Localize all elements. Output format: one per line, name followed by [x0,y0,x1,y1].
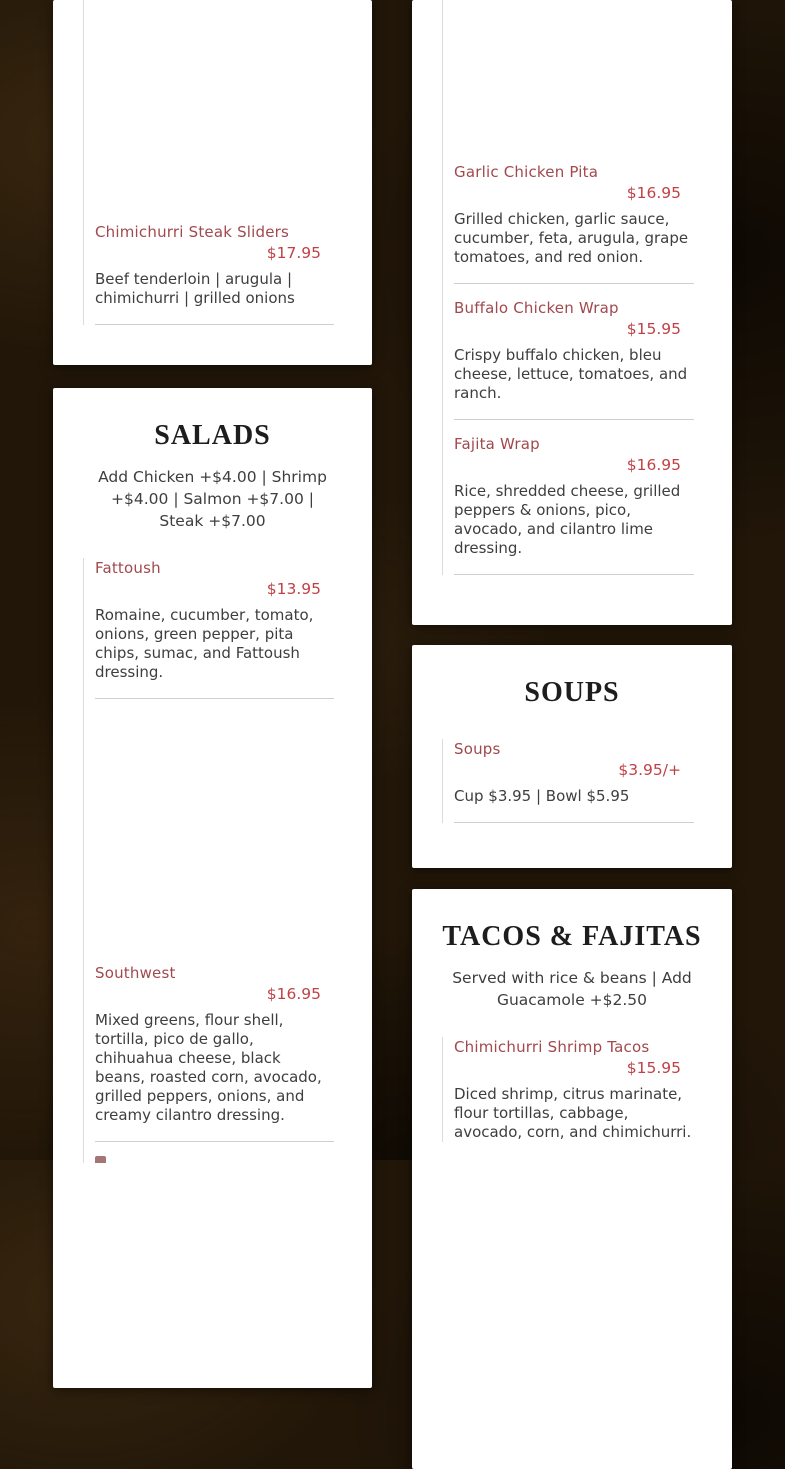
item-price: $16.95 [626,184,681,202]
section-subtitle: Add Chicken +$4.00 | Shrimp +$4.00 | Salmon +$7.00 | Steak +$7.00 [98,468,327,530]
item-price: $3.95/+ [618,761,681,779]
menu-item [95,713,334,1142]
menu-items-list [83,0,334,325]
item-divider [454,419,694,420]
item-description: Rice, shredded cheese, grilled peppers & onions, pico, avocado, and cilantro lime dressing. [454,482,681,557]
menu-card-sliders [53,0,372,365]
item-name-link[interactable]: Garlic Chicken Pita [454,163,599,181]
menu-items-list [442,1037,694,1142]
menu-items-list [442,739,694,823]
menu-card-soups [412,645,732,868]
item-divider [454,283,694,284]
item-name-link[interactable]: Soups [454,740,501,758]
menu-card-salads [53,388,372,1388]
item-divider [454,574,694,575]
item-image-placeholder [454,0,694,162]
item-description: Mixed greens, flour shell, tortilla, pico de gallo, chihuahua cheese, black beans, roasted corn, avocado, grilled peppers, onions, and creamy cilantro dressing. [95,1011,322,1124]
item-name-link[interactable]: Chimichurri Shrimp Tacos [454,1038,650,1056]
item-name-link[interactable]: Fajita Wrap [454,435,540,453]
item-name-link[interactable]: Southwest [95,964,176,982]
item-description: Crispy buffalo chicken, bleu cheese, lettuce, tomatoes, and ranch. [454,346,688,402]
menu-item [454,1037,694,1142]
item-price: $16.95 [626,456,681,474]
item-price: $15.95 [626,320,681,338]
menu-card-tacos-fajitas [412,889,732,1469]
item-divider [454,822,694,823]
item-description: Diced shrimp, citrus marinate, flour tortillas, cabbage, avocado, corn, and chimichurri. [454,1085,692,1141]
menu-item [95,558,334,699]
item-price: $17.95 [266,244,321,262]
item-description: Beef tenderloin | arugula | chimichurri | grilled onions [95,270,295,307]
section-title: SOUPS [524,677,620,708]
item-name-link[interactable]: Buffalo Chicken Wrap [454,299,619,317]
menu-column-right [412,0,732,1160]
menu-item [454,739,694,823]
menu-items-list [83,558,334,1163]
item-divider [95,324,334,325]
item-price: $15.95 [626,1059,681,1077]
item-description: Cup $3.95 | Bowl $5.95 [454,787,630,805]
item-image-placeholder [95,0,334,222]
menu-item [454,434,694,575]
item-name-link[interactable]: Fattoush [95,559,161,577]
section-title: TACOS & FAJITAS [442,921,702,952]
menu-column-left [53,0,372,1160]
item-image-placeholder [95,713,334,963]
item-divider [95,698,334,699]
item-price: $16.95 [266,985,321,1003]
item-price: $13.95 [266,580,321,598]
menu-items-list [442,0,694,575]
section-subtitle: Served with rice & beans | Add Guacamole +$2.50 [452,969,692,1009]
item-divider [95,1141,334,1142]
menu-item [454,0,694,284]
menu-item [454,298,694,420]
menu-item [95,0,334,325]
item-description: Grilled chicken, garlic sauce, cucumber, feta, arugula, grape tomatoes, and red onion. [454,210,689,266]
menu-card-wraps [412,0,732,625]
item-name-link[interactable]: Chimichurri Steak Sliders [95,223,290,241]
section-title: SALADS [154,420,271,451]
item-description: Romaine, cucumber, tomato, onions, green pepper, pita chips, sumac, and Fattoush dressing. [95,606,314,681]
